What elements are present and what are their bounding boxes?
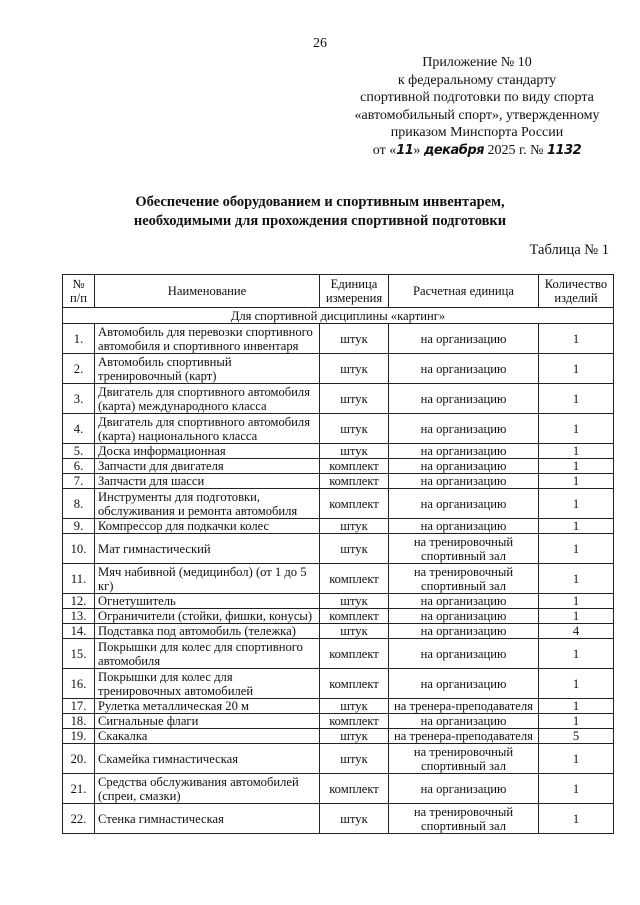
table-row <box>63 459 614 474</box>
row-qty: 4 <box>539 624 614 639</box>
row-name: Рулетка металлическая 20 м <box>95 699 320 714</box>
row-name: Покрышки для колес для спортивного автомобиля <box>95 639 320 669</box>
handwritten-day: 11 <box>396 142 414 158</box>
row-calc: на организацию <box>389 714 539 729</box>
row-unit: штук <box>320 624 389 639</box>
section-row <box>63 308 614 324</box>
row-name: Сигнальные флаги <box>95 714 320 729</box>
table-row <box>63 534 614 564</box>
row-calc: на организацию <box>389 459 539 474</box>
row-qty: 1 <box>539 774 614 804</box>
row-qty: 1 <box>539 414 614 444</box>
table-row <box>63 354 614 384</box>
page-number: 26 <box>313 36 327 51</box>
row-calc: на организацию <box>389 489 539 519</box>
row-num: 6. <box>63 459 95 474</box>
row-qty: 1 <box>539 804 614 834</box>
row-calc: на организацию <box>389 444 539 459</box>
row-qty: 1 <box>539 669 614 699</box>
row-qty: 1 <box>539 519 614 534</box>
row-qty: 1 <box>539 639 614 669</box>
row-calc: на организацию <box>389 594 539 609</box>
row-calc: на организацию <box>389 624 539 639</box>
row-calc: на организацию <box>389 354 539 384</box>
table-row <box>63 714 614 729</box>
row-num: 18. <box>63 714 95 729</box>
row-num: 7. <box>63 474 95 489</box>
appendix-line: «автомобильный спорт», утвержденному <box>354 107 600 123</box>
row-calc: на организацию <box>389 519 539 534</box>
header-name: Наименование <box>95 275 320 308</box>
row-num: 11. <box>63 564 95 594</box>
handwritten-month: декабря <box>423 142 484 158</box>
row-name: Скакалка <box>95 729 320 744</box>
table-row <box>63 519 614 534</box>
row-unit: штук <box>320 729 389 744</box>
row-name: Компрессор для подкачки колес <box>95 519 320 534</box>
row-calc: на тренера-преподавателя <box>389 699 539 714</box>
title-line: Обеспечение оборудованием и спортивным инвентарем, <box>135 194 505 210</box>
row-num: 10. <box>63 534 95 564</box>
row-unit: комплект <box>320 669 389 699</box>
row-unit: комплект <box>320 564 389 594</box>
row-unit: штук <box>320 414 389 444</box>
table-row <box>63 474 614 489</box>
row-calc: на организацию <box>389 474 539 489</box>
row-qty: 1 <box>539 699 614 714</box>
row-num: 3. <box>63 384 95 414</box>
table-row <box>63 444 614 459</box>
document-title <box>100 193 540 231</box>
row-unit: штук <box>320 534 389 564</box>
row-unit: комплект <box>320 714 389 729</box>
appendix-block <box>352 54 602 160</box>
table-row <box>63 594 614 609</box>
row-unit: комплект <box>320 609 389 624</box>
row-unit: комплект <box>320 489 389 519</box>
row-name: Стенка гимнастическая <box>95 804 320 834</box>
row-name: Покрышки для колес для тренировочных автомобилей <box>95 669 320 699</box>
row-qty: 1 <box>539 564 614 594</box>
table-row <box>63 384 614 414</box>
row-name: Доска информационная <box>95 444 320 459</box>
row-num: 22. <box>63 804 95 834</box>
row-calc: на организацию <box>389 774 539 804</box>
row-qty: 1 <box>539 594 614 609</box>
row-qty: 5 <box>539 729 614 744</box>
row-unit: штук <box>320 699 389 714</box>
table-row <box>63 639 614 669</box>
row-num: 15. <box>63 639 95 669</box>
row-name: Запчасти для двигателя <box>95 459 320 474</box>
row-unit: штук <box>320 444 389 459</box>
row-qty: 1 <box>539 489 614 519</box>
row-calc: на организацию <box>389 669 539 699</box>
row-qty: 1 <box>539 354 614 384</box>
row-unit: штук <box>320 324 389 354</box>
table-row <box>63 564 614 594</box>
appendix-line: к федеральному стандарту <box>397 72 557 88</box>
row-calc: на тренировочный спортивный зал <box>389 534 539 564</box>
row-name: Инструменты для подготовки, обслуживания и ремонта автомобиля <box>95 489 320 519</box>
section-heading: Для спортивной дисциплины «картинг» <box>63 308 614 324</box>
header-unit: Единица измерения <box>320 275 389 308</box>
appendix-line: Приложение № 10 <box>422 55 532 70</box>
row-qty: 1 <box>539 534 614 564</box>
row-qty: 1 <box>539 324 614 354</box>
row-name: Запчасти для шасси <box>95 474 320 489</box>
row-name: Двигатель для спортивного автомобиля (карта) национального класса <box>95 414 320 444</box>
table-row <box>63 414 614 444</box>
row-qty: 1 <box>539 744 614 774</box>
row-unit: штук <box>320 384 389 414</box>
row-num: 20. <box>63 744 95 774</box>
table-row <box>63 744 614 774</box>
row-name: Средства обслуживания автомобилей (спреи, смазки) <box>95 774 320 804</box>
row-calc: на организацию <box>389 324 539 354</box>
row-num: 8. <box>63 489 95 519</box>
row-num: 1. <box>63 324 95 354</box>
row-num: 21. <box>63 774 95 804</box>
row-num: 17. <box>63 699 95 714</box>
row-unit: штук <box>320 354 389 384</box>
table-header-row <box>63 275 614 308</box>
row-unit: комплект <box>320 474 389 489</box>
row-calc: на организацию <box>389 639 539 669</box>
row-num: 9. <box>63 519 95 534</box>
row-name: Автомобиль спортивный тренировочный (карт) <box>95 354 320 384</box>
row-unit: комплект <box>320 639 389 669</box>
handwritten-order-number: 1132 <box>547 142 582 158</box>
table-row <box>63 669 614 699</box>
table-row <box>63 624 614 639</box>
row-unit: штук <box>320 594 389 609</box>
table-row <box>63 324 614 354</box>
row-num: 14. <box>63 624 95 639</box>
row-qty: 1 <box>539 474 614 489</box>
row-name: Двигатель для спортивного автомобиля (карта) международного класса <box>95 384 320 414</box>
row-calc: на организацию <box>389 609 539 624</box>
row-qty: 1 <box>539 384 614 414</box>
equipment-table <box>62 274 614 834</box>
header-calc: Расчетная единица <box>389 275 539 308</box>
order-date-line <box>352 142 602 160</box>
row-name: Скамейка гимнастическая <box>95 744 320 774</box>
row-qty: 1 <box>539 459 614 474</box>
header-num: № п/п <box>63 275 95 308</box>
row-calc: на тренировочный спортивный зал <box>389 804 539 834</box>
row-qty: 1 <box>539 444 614 459</box>
title-line: необходимыми для прохождения спортивной подготовки <box>133 213 507 229</box>
table-row <box>63 609 614 624</box>
row-num: 12. <box>63 594 95 609</box>
row-name: Мяч набивной (медицинбол) (от 1 до 5 кг) <box>95 564 320 594</box>
row-unit: штук <box>320 744 389 774</box>
row-calc: на организацию <box>389 414 539 444</box>
table-row <box>63 774 614 804</box>
row-unit: комплект <box>320 459 389 474</box>
row-name: Мат гимнастический <box>95 534 320 564</box>
row-calc: на тренировочный спортивный зал <box>389 564 539 594</box>
row-name: Ограничители (стойки, фишки, конусы) <box>95 609 320 624</box>
table-row <box>63 804 614 834</box>
row-name: Подставка под автомобиль (тележка) <box>95 624 320 639</box>
row-name: Огнетушитель <box>95 594 320 609</box>
row-calc: на тренировочный спортивный зал <box>389 744 539 774</box>
row-calc: на организацию <box>389 384 539 414</box>
row-name: Автомобиль для перевозки спортивного автомобиля и спортивного инвентаря <box>95 324 320 354</box>
row-qty: 1 <box>539 609 614 624</box>
table-label: Таблица № 1 <box>529 242 609 258</box>
date-mid: » <box>413 142 421 158</box>
row-num: 16. <box>63 669 95 699</box>
row-qty: 1 <box>539 714 614 729</box>
appendix-line: спортивной подготовки по виду спорта <box>360 90 594 106</box>
date-prefix: от « <box>372 142 397 158</box>
date-year: 2025 г. № <box>487 142 544 158</box>
row-unit: комплект <box>320 774 389 804</box>
row-calc: на тренера-преподавателя <box>389 729 539 744</box>
row-num: 13. <box>63 609 95 624</box>
row-unit: штук <box>320 804 389 834</box>
table-row <box>63 699 614 714</box>
table-row <box>63 729 614 744</box>
row-num: 2. <box>63 354 95 384</box>
row-unit: штук <box>320 519 389 534</box>
table-row <box>63 489 614 519</box>
row-num: 19. <box>63 729 95 744</box>
row-num: 5. <box>63 444 95 459</box>
appendix-line: приказом Минспорта России <box>390 125 564 141</box>
row-num: 4. <box>63 414 95 444</box>
header-qty: Количество изделий <box>539 275 614 308</box>
